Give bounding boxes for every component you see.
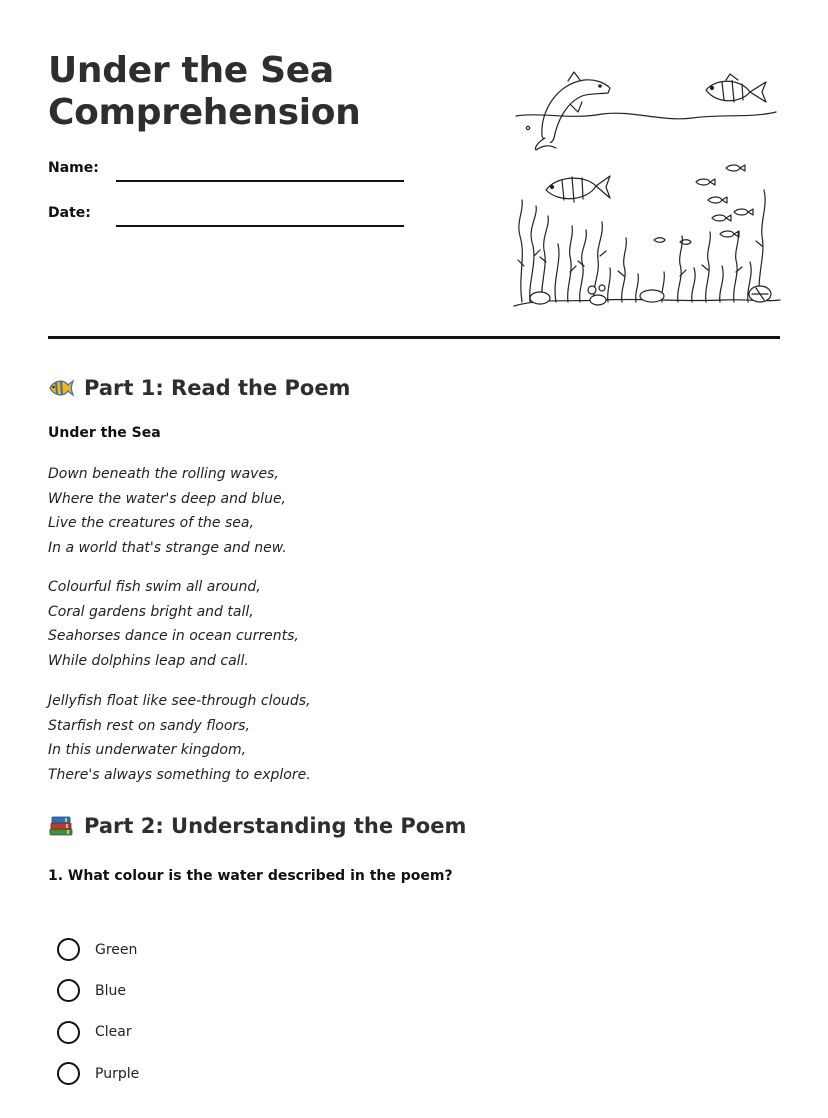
poem-line: In this underwater kingdom, [48, 742, 247, 759]
poem-line: Down beneath the rolling waves, [48, 466, 279, 482]
under-the-sea-illustration [512, 66, 782, 316]
question-1: 1. What colour is the water described in the poem? [48, 868, 453, 884]
answer-options [57, 929, 139, 1094]
part1-heading [48, 376, 350, 400]
answer-option-label: Purple [95, 1065, 140, 1082]
poem-line: While dolphins leap and call. [48, 652, 249, 669]
dolphin-icon [535, 72, 610, 150]
answer-option-clear[interactable] [57, 1012, 139, 1053]
poem-stanza-2 [48, 575, 299, 673]
date-field-line[interactable] [116, 225, 404, 227]
radio-button[interactable] [57, 1021, 80, 1044]
radio-button[interactable] [57, 979, 80, 1002]
answer-option-label: Clear [95, 1024, 132, 1041]
fish-icon [546, 176, 610, 202]
part2-heading-text: Part 2: Understanding the Poem [84, 814, 467, 838]
poem-line: Colourful fish swim all around, [48, 579, 261, 595]
title-line-1: Under the Sea [48, 50, 334, 91]
poem-title: Under the Sea [48, 425, 161, 441]
answer-option-label: Green [95, 941, 138, 958]
tropical-fish-icon [48, 377, 74, 399]
answer-option-green[interactable] [57, 929, 139, 970]
part2-heading [48, 814, 466, 838]
poem-stanza-1 [48, 462, 287, 560]
striped-fish-icon [706, 74, 766, 102]
answer-option-label: Blue [95, 982, 126, 999]
radio-button[interactable] [57, 938, 80, 961]
seaweed-icon [518, 190, 765, 302]
poem-line: Coral gardens bright and tall, [48, 603, 254, 620]
sea-floor-icon [514, 285, 780, 306]
books-icon [48, 815, 74, 837]
poem-line: Starfish rest on sandy floors, [48, 717, 250, 734]
section-divider [48, 336, 780, 339]
title-line-2: Comprehension [48, 92, 361, 133]
name-field-line[interactable] [116, 180, 404, 182]
poem-line: Jellyfish float like see-through clouds, [48, 693, 311, 709]
radio-button[interactable] [57, 1062, 80, 1085]
poem-line: Seahorses dance in ocean currents, [48, 628, 299, 645]
name-label: Name: [48, 160, 99, 176]
answer-option-blue[interactable] [57, 970, 139, 1011]
poem-line: Live the creatures of the sea, [48, 515, 254, 532]
answer-option-purple[interactable] [57, 1053, 139, 1094]
worksheet-title [48, 50, 361, 134]
date-label: Date: [48, 205, 91, 221]
poem-stanza-3 [48, 689, 311, 787]
poem-line: There's always something to explore. [48, 766, 311, 783]
poem-line: Where the water's deep and blue, [48, 490, 287, 507]
poem-line: In a world that's strange and new. [48, 539, 287, 556]
part1-heading-text: Part 1: Read the Poem [84, 376, 351, 400]
